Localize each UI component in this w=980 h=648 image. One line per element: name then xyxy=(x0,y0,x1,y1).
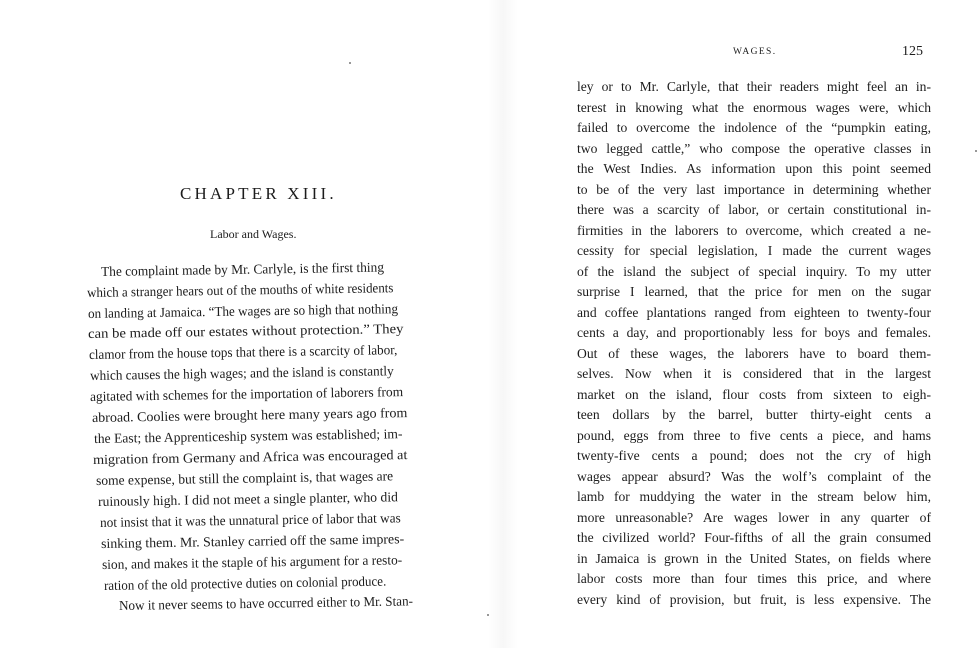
right-text-line: cessity for special legislation, I made the current wages xyxy=(577,243,931,258)
right-text-line: wages appear absurd? Was the wolf’s complaint of the xyxy=(577,469,931,484)
scan-speck xyxy=(975,150,977,152)
page-number: 125 xyxy=(902,44,923,59)
right-text-line: pound, eggs from three to five cents a piece, and hams xyxy=(577,428,931,443)
right-text-line: and coffee plantations ranged from eighteen to twenty-four xyxy=(577,305,931,320)
chapter-subtitle: Labor and Wages. xyxy=(210,227,297,241)
left-text-line: can be made off our estates without protection.” They xyxy=(87,321,404,341)
right-text-line: lamb for muddying the water in the stream below him, xyxy=(577,489,931,504)
left-text-line: the East; the Apprenticeship system was established; im- xyxy=(93,426,403,446)
left-text-line: ruinously high. I did not meet a single planter, who did xyxy=(97,489,399,509)
right-text-line: to be of the very last importance in determining whether xyxy=(577,182,931,197)
left-text-line: abroad. Coolies were brought here many years ago from xyxy=(91,405,408,425)
right-text-line: Out of these wages, the laborers have to board them- xyxy=(577,346,931,361)
right-text-line: in Jamaica is grown in the United States, on fields where xyxy=(577,551,931,566)
left-text-line: sion, and makes it the staple of his argument for a resto- xyxy=(101,552,403,572)
right-text-line: ley or to Mr. Carlyle, that their readers might feel an in- xyxy=(577,79,931,94)
right-text-line: terest in knowing what the enormous wages were, which xyxy=(577,100,931,115)
right-text-line: two legged cattle,” who compose the operative classes in xyxy=(577,141,931,156)
right-text-line: market on the island, flour costs from sixteen to eigh- xyxy=(577,387,931,402)
scan-speck xyxy=(349,62,351,64)
left-text-line: agitated with schemes for the importation of laborers from xyxy=(89,384,404,404)
right-text-line: selves. Now when it is considered that in the largest xyxy=(577,366,931,381)
right-text-line: the West Indies. As information upon this point seemed xyxy=(577,161,931,176)
right-text-line: labor costs more than four times this price, and where xyxy=(577,571,931,586)
right-text-line: teen dollars by the barrel, butter thirty-eight cents a xyxy=(577,407,931,422)
left-text-line: ration of the old protective duties on colonial produce. xyxy=(103,573,387,593)
right-text-line: every kind of provision, but fruit, is less expensive. The xyxy=(577,592,931,607)
scan-speck xyxy=(487,614,489,616)
running-head: WAGES. xyxy=(733,47,777,57)
right-text-line: failed to overcome the indolence of the “pumpkin eating, xyxy=(577,120,931,135)
right-text-line: surprise I learned, that the price for men on the sugar xyxy=(577,284,931,299)
left-text-line: on landing at Jamaica. “The wages are so high that nothing xyxy=(87,301,399,321)
right-text-line: twenty-five cents a pound; does not the cry of high xyxy=(577,448,931,463)
left-text-line: which causes the high wages; and the island is constantly xyxy=(89,363,394,383)
right-text-line: of the island the subject of special inquiry. To my utter xyxy=(577,264,931,279)
left-text-line: which a stranger hears out of the mouths of white residents xyxy=(86,280,394,300)
chapter-title: CHAPTER XIII. xyxy=(180,184,337,203)
left-text-line: Now it never seems to have occurred either to Mr. Stan- xyxy=(118,593,414,613)
left-text-line: clamor from the house tops that there is a scarcity of labor, xyxy=(88,342,398,362)
right-text-line: more unreasonable? Are wages lower in any quarter of xyxy=(577,510,931,525)
left-text-line: The complaint made by Mr. Carlyle, is the first thing xyxy=(100,259,385,279)
right-text-line: there was a scarcity of labor, or certain constitutional in- xyxy=(577,202,931,217)
right-text-line: the civilized world? Four-fifths of all the grain consumed xyxy=(577,530,931,545)
left-text-line: not insist that it was the unnatural price of labor that was xyxy=(99,510,401,530)
left-text-line: some expense, but still the complaint is, that wages are xyxy=(95,468,394,488)
right-text-line: firmities in the laborers to overcome, which created a ne- xyxy=(577,223,931,238)
left-text-line: migration from Germany and Africa was encouraged at xyxy=(92,447,408,467)
left-text-line: sinking them. Mr. Stanley carried off the same impres- xyxy=(100,531,405,551)
right-text-line: cents a day, and proportionably less for boys and females. xyxy=(577,325,931,340)
